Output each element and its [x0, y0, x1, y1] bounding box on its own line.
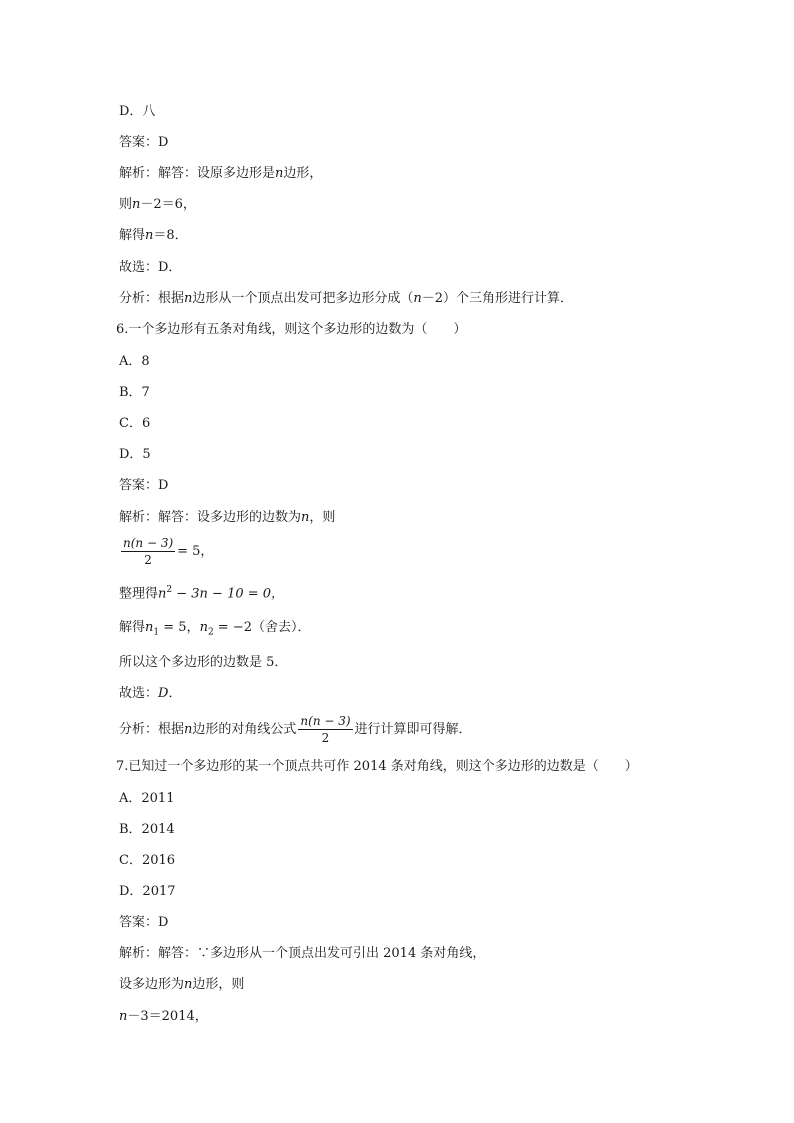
q6-analysis: 分析：根据n边形的对角线公式 $\frac{n(n - 3)}{2}$ 进行计算即可得解． — [119, 714, 472, 745]
q6-option-c: C．6 — [119, 416, 151, 431]
q6-simplified: 整理得$n^2 - 3n - 10 = 0$， — [119, 585, 285, 602]
q6-conclusion: 所以这个多边形的边数是 5． — [119, 655, 288, 670]
q6-option-a: A．8 — [119, 354, 150, 369]
q5-option-d: D．八 — [119, 104, 156, 119]
q5-equation-1: 则n－2＝6， — [119, 197, 196, 212]
q6-solution: 解得$n_1 = 5$，$n_2 = -2$（舍去）． — [119, 620, 311, 638]
q6-option-d: D．5 — [119, 447, 151, 462]
q5-equation-2: 解得n＝8． — [119, 228, 188, 243]
q6-fraction-equation: $\frac{n(n - 3)}{2}$ = 5， — [123, 536, 214, 567]
q5-analysis: 分析：根据n边形从一个顶点出发可把多边形分成（n－2）个三角形进行计算． — [119, 291, 574, 306]
q7-option-c: C．2016 — [119, 853, 176, 868]
q7-option-b: B．2014 — [119, 822, 175, 837]
diagonal-fraction: $\frac{n(n - 3)}{2}$ — [123, 536, 174, 567]
q5-answer: 答案：D — [119, 135, 169, 150]
q6-explanation: 解析：解答：设多边形的边数为n，则 — [119, 510, 336, 525]
q6-answer: 答案：D — [119, 478, 169, 493]
q7-question: 7.已知过一个多边形的某一个顶点共可作 2014 条对角线，则这个多边形的边数是（ ） — [116, 759, 638, 774]
q6-question: 6.一个多边形有五条对角线，则这个多边形的边数为（ ） — [116, 322, 467, 337]
q5-choose: 故选：D． — [119, 260, 182, 275]
q7-equation: n－3＝2014， — [119, 1009, 208, 1024]
diagonal-formula-fraction: $\frac{n(n - 3)}{2}$ — [300, 714, 351, 745]
q7-option-d: D．2017 — [119, 884, 176, 899]
q5-explanation: 解析：解答：设原多边形是n边形， — [119, 166, 323, 181]
q7-answer: 答案：D — [119, 915, 169, 930]
q6-option-b: B．7 — [119, 385, 150, 400]
q6-choose: 故选：D． — [119, 686, 182, 701]
q7-option-a: A．2011 — [119, 791, 175, 806]
q7-explanation: 解析：解答：∵多边形从一个顶点出发可引出 2014 条对角线， — [119, 946, 486, 961]
q7-setup: 设多边形为n边形，则 — [119, 977, 245, 992]
